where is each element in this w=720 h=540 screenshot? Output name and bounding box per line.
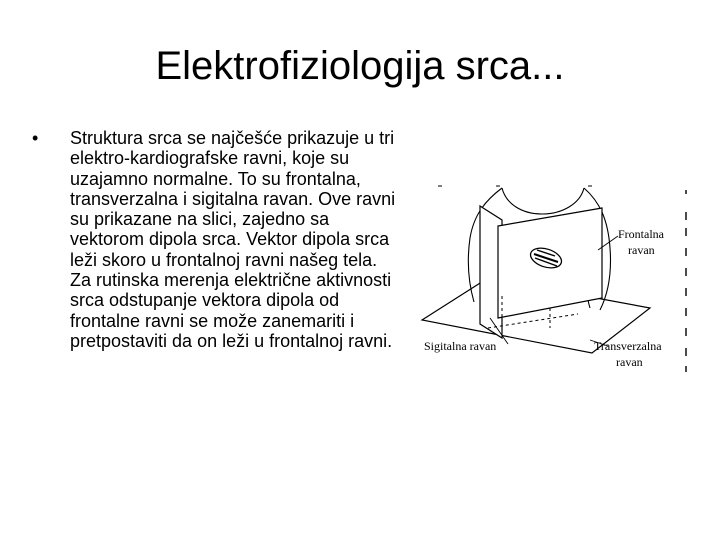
heart-planes-figure xyxy=(410,178,710,378)
transverse-plane-label-2: ravan xyxy=(616,355,643,369)
planes-diagram xyxy=(410,178,710,378)
bullet-marker: • xyxy=(32,128,39,148)
sagittal-plane-label: Sigitalna ravan xyxy=(424,339,497,353)
bullet-text: Struktura srca se najčešće prikazuje u tri elektro-kardiografske ravni, koje su uzajamno normalne. To su frontalna, transverzalna i sigitalna ravan. Ove ravni su prikazane na slici, zajedno sa vektorom dipola srca. Vektor dipola srca leži skoro u frontalnoj ravni našeg tela. Za rutinska merenja električne aktivnosti srca odstupanje vektora dipola od frontalne ravni se može zanemariti i pretpostaviti da on leži u frontalnoj ravni. xyxy=(70,128,396,351)
bullet-item xyxy=(32,128,397,351)
slide-title: Elektrofiziologija srca... xyxy=(155,44,565,88)
transverse-plane-label-1: Transverzalna xyxy=(594,339,662,353)
slide-content xyxy=(32,128,397,351)
frontal-plane-label-2: ravan xyxy=(628,243,655,257)
frontal-plane-label-1: Frontalna xyxy=(618,227,664,241)
